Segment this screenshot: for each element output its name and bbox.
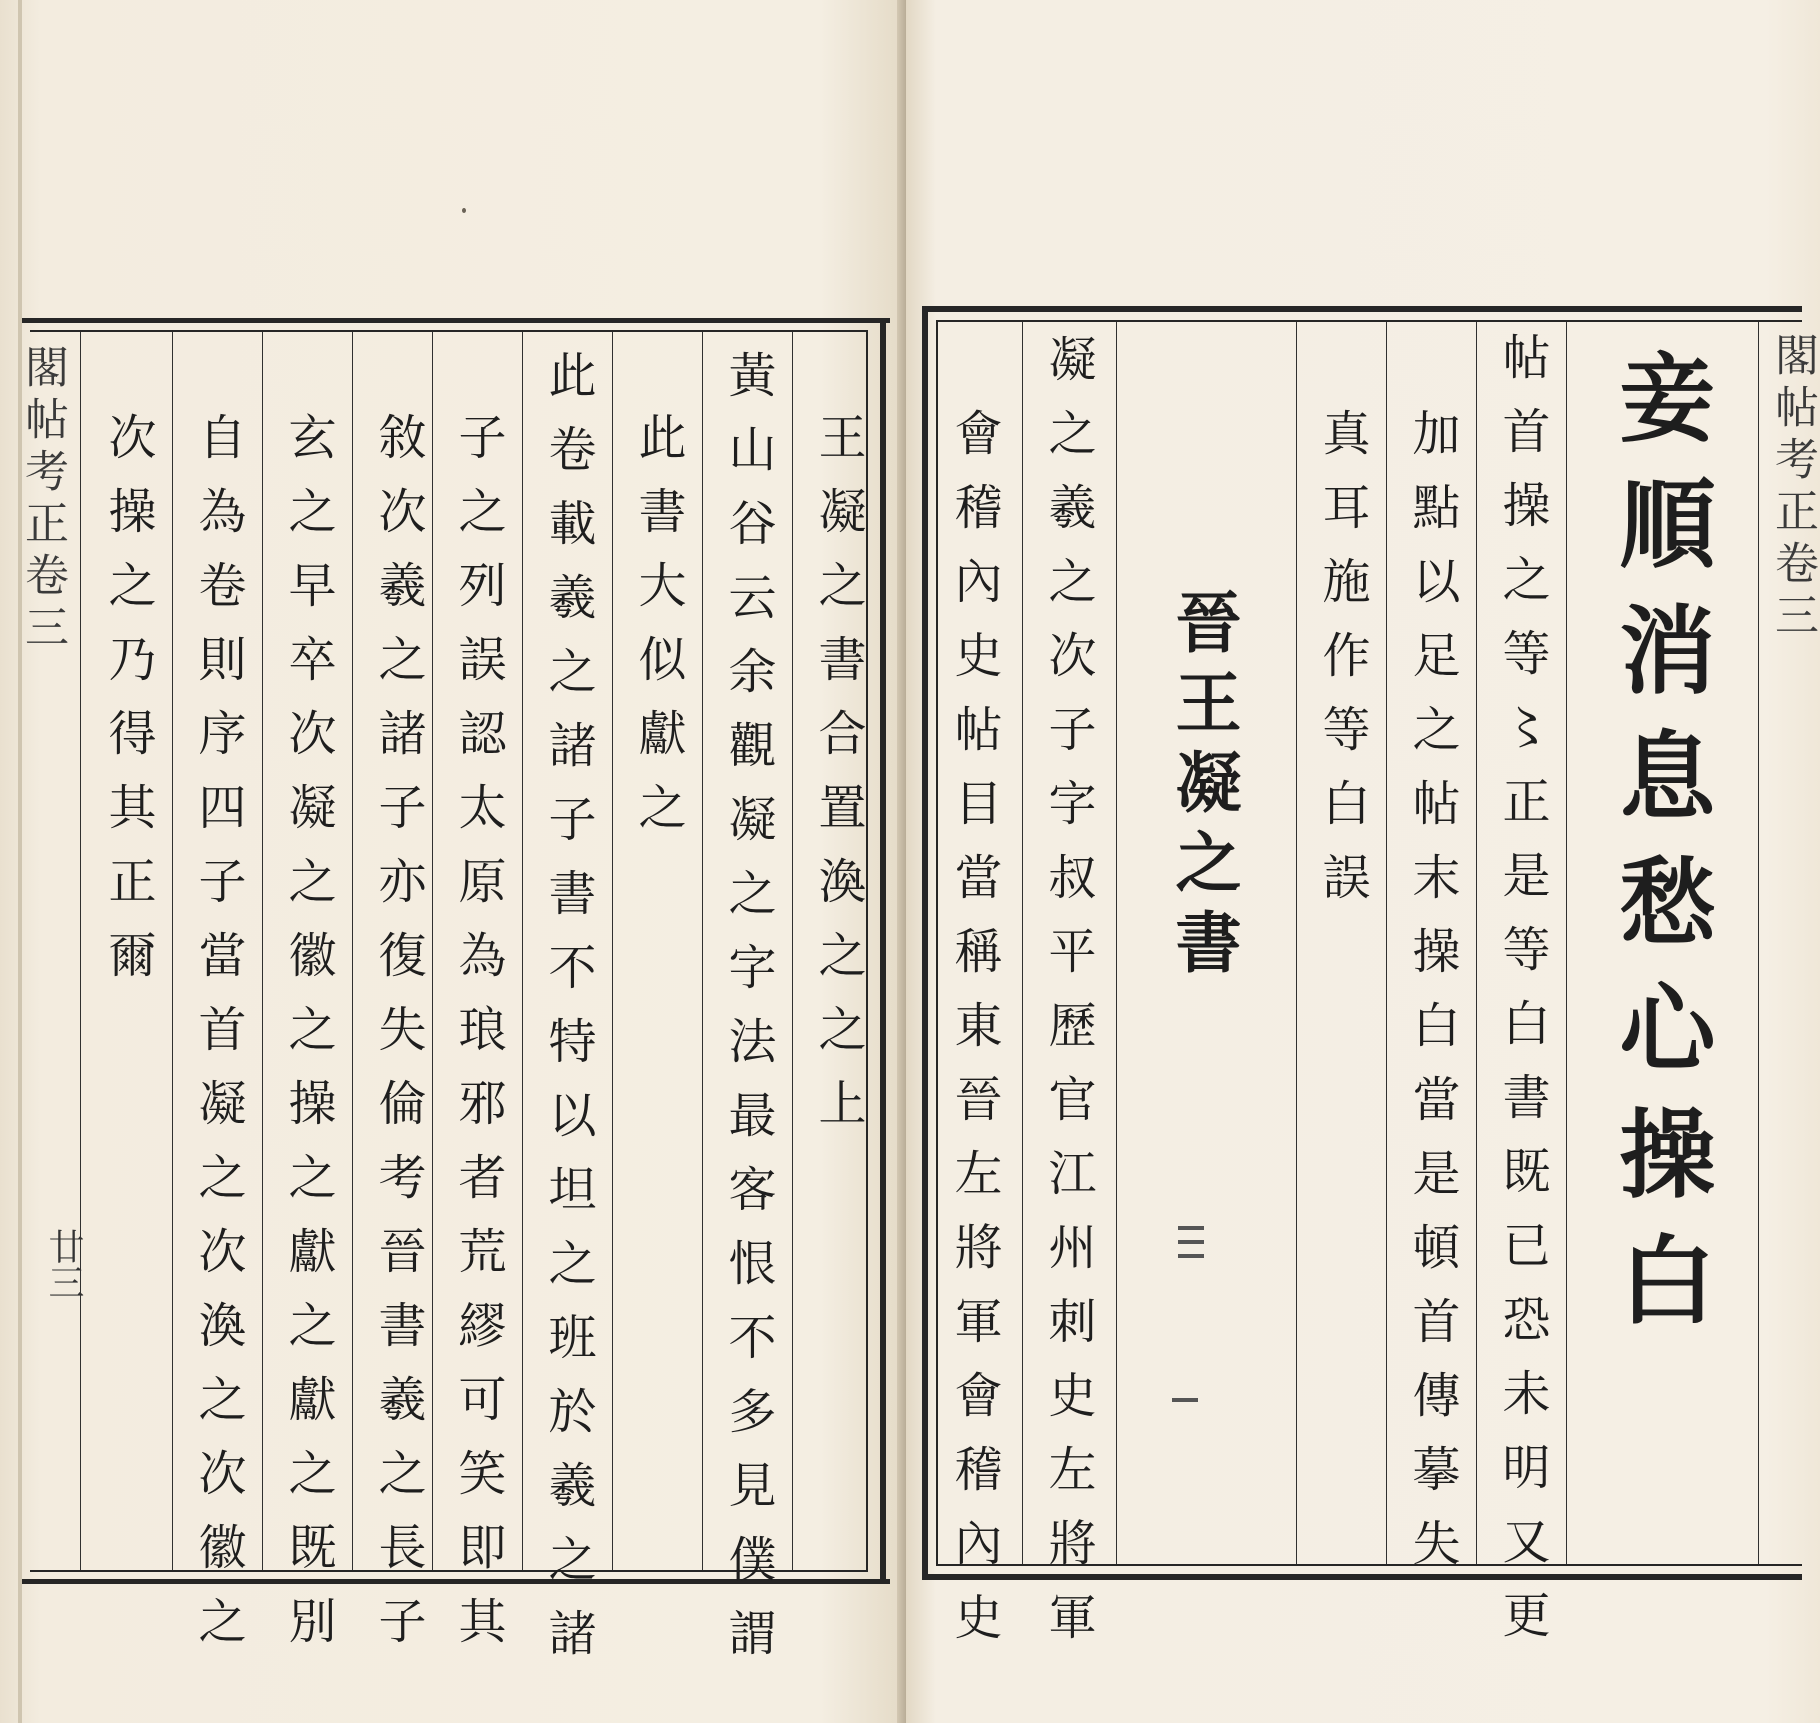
right-margin-title: 閣帖考正卷三 [1767,332,1818,644]
right-page [906,0,1820,1723]
column-rule [1296,322,1297,1564]
column-rule [172,332,173,1570]
column-rule [1758,322,1759,1564]
text-column-4: 此卷載羲之諸子書不特以坦之班於羲之諸 [540,350,596,1682]
column-rule [262,332,263,1570]
left-margin-title: 閣帖考正卷三 [17,344,68,656]
column-rule [1476,322,1477,1564]
column-rule [352,332,353,1570]
paper-spot [462,208,466,213]
column-rule [1566,322,1567,1564]
section-title: 晉王凝之書 [1164,588,1242,988]
text-column-2: 加點以足之帖末操白當是頓首傳摹失 [1404,408,1460,1592]
text-column-3: 真耳施作等白誤 [1314,408,1370,926]
right-frame-top [922,306,1802,312]
text-column-5: 會稽內史帖目當稱東晉左將軍會稽內史 [946,408,1002,1666]
calligraphy-column: 妾順消息愁心操白 [1604,348,1717,1356]
left-frame-top-inner [30,330,866,332]
column-rule [1386,322,1387,1564]
text-column-9: 次操之乃得其正爾 [100,412,156,1004]
faint-mark [1178,1254,1204,1258]
left-frame-right [880,318,886,1584]
column-rule [792,332,793,1570]
column-rule [522,332,523,1570]
right-frame-top-inner [936,320,1802,322]
column-rule [1022,322,1023,1564]
text-column-4: 凝之羲之次子字叔平歷官江州刺史左將軍 [1040,334,1096,1666]
left-frame-right-inner [866,330,868,1572]
column-rule [1116,322,1117,1564]
column-rule [702,332,703,1570]
text-column-1: 帖首操之等〻正是等白書既已恐未明又更 [1494,332,1550,1664]
text-column-7: 玄之早卒次凝之徽之操之獻之獻之既別 [280,412,336,1670]
right-frame-left-inner [936,320,938,1566]
right-frame-left [922,306,928,1580]
text-column-1: 王凝之書合置渙之之上 [810,412,866,1152]
text-column-5: 子之列誤認太原為琅邪者荒繆可笑即其 [450,412,506,1670]
column-rule [612,332,613,1570]
column-rule [432,332,433,1570]
text-column-2: 黃山谷云余觀凝之字法最客恨不多見僕謂 [720,350,776,1682]
text-column-3: 此書大似獻之 [630,412,686,856]
page-number: 廿三 [43,1228,84,1300]
faint-mark [1172,1398,1198,1402]
text-column-8: 自為卷則序四子當首凝之次渙之次徽之 [190,412,246,1670]
faint-mark [1178,1226,1204,1230]
left-page [0,0,906,1723]
faint-mark [1178,1240,1204,1244]
text-column-6: 敘次羲之諸子亦復失倫考晉書羲之長子 [370,412,426,1670]
left-frame-top [22,318,890,323]
column-rule [80,332,81,1570]
